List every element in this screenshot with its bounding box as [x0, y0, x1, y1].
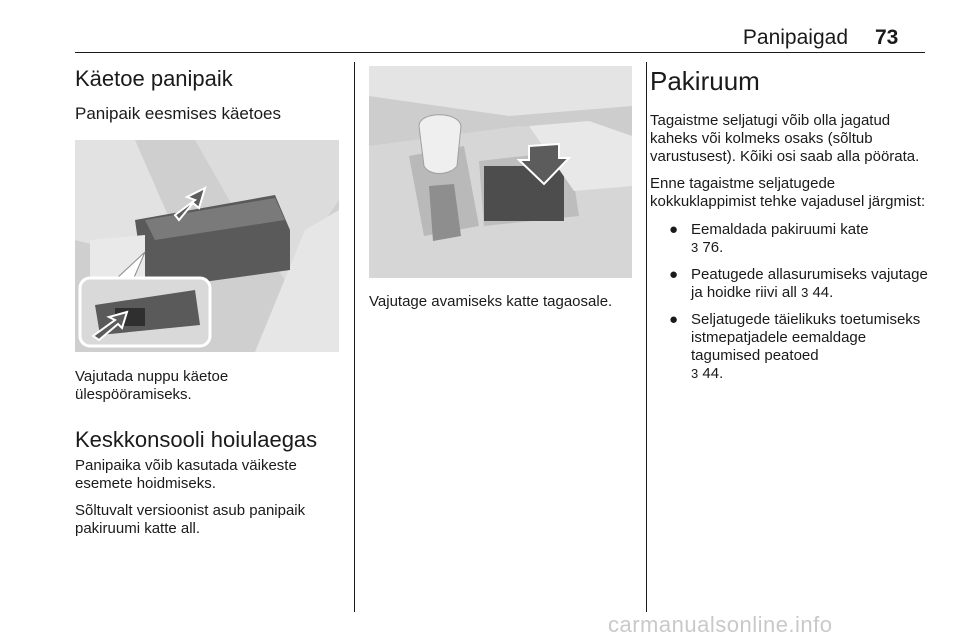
list-item-text: Seljatugede täielikuks toetumiseks istmepatjadele eemaldage tagumised peatoed	[691, 311, 921, 364]
luggage-paragraph-1: Tagaistme seljatugi võib olla jagatud kaheks või kolmeks osaks (sõltub varustusest). Kõiki osi saab alla pöörata.	[650, 112, 920, 165]
section-heading-armrest: Käetoe panipaik	[75, 66, 233, 91]
list-item-text: Eemaldada pakiruumi kate	[691, 221, 869, 238]
armrest-figure	[75, 140, 339, 352]
console-storage-paragraph-1: Panipaika võib kasutada väikeste esemete hoidmiseks.	[75, 457, 297, 492]
section-heading-console-storage: Keskkonsooli hoiulaegas	[75, 427, 318, 452]
page-reference[interactable]: 76.	[702, 239, 724, 256]
console-storage-figure	[369, 66, 632, 278]
header-rule	[75, 52, 925, 53]
list-item-text: Peatugede allasurumiseks vajutage ja hoidke riivi all	[691, 266, 928, 301]
column-2	[369, 66, 635, 311]
page-reference[interactable]: 44.	[812, 284, 834, 301]
column-3	[650, 62, 930, 392]
armrest-illustration	[75, 140, 339, 352]
subheading-front-armrest: Panipaik eesmises käetoes	[75, 104, 282, 123]
bullet-icon: ●	[669, 266, 679, 283]
watermark: carmanualsonline.info	[608, 612, 833, 637]
armrest-caption: Vajutada nuppu käetoe ülespööramiseks.	[75, 368, 229, 403]
bullet-icon: ●	[669, 221, 679, 238]
column-divider-right	[646, 62, 647, 612]
page-number: 73	[875, 26, 899, 49]
list-item	[650, 221, 930, 257]
console-storage-paragraph-2: Sõltuvalt versioonist asub panipaik pakiruumi katte all.	[75, 502, 306, 537]
console-storage-caption: Vajutage avamiseks katte tagaosale.	[369, 293, 613, 310]
column-divider-left	[354, 62, 355, 612]
list-item	[650, 266, 930, 302]
section-heading-luggage: Pakiruum	[650, 66, 760, 96]
steps-list	[650, 221, 930, 383]
running-header-title: Panipaigad	[742, 26, 848, 49]
list-item	[650, 311, 930, 383]
column-1	[75, 62, 343, 538]
page-reference-icon: 3	[691, 240, 699, 255]
page-reference-icon: 3	[801, 285, 809, 300]
console-storage-illustration	[369, 66, 632, 278]
page-reference[interactable]: 44.	[702, 365, 724, 382]
bullet-icon: ●	[669, 311, 679, 328]
luggage-paragraph-2: Enne tagaistme seljatugede kokkuklappimist tehke vajadusel järgmist:	[650, 175, 926, 210]
page-reference-icon: 3	[691, 366, 699, 381]
